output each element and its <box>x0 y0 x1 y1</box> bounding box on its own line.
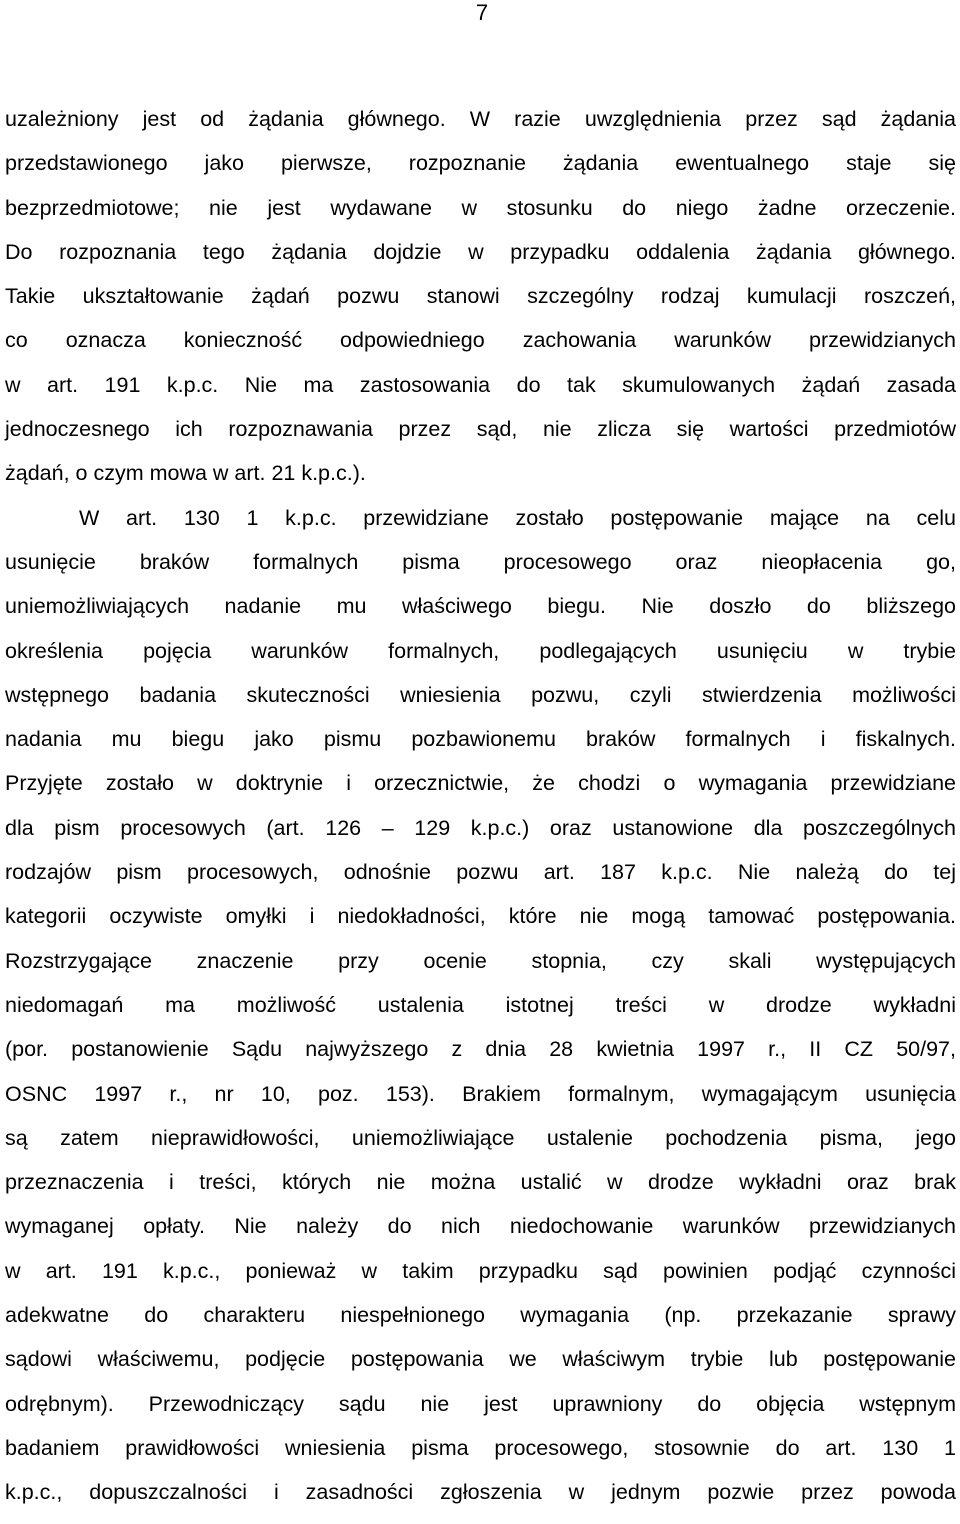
text-line: uzależniony jest od żądania głównego. W razie uwzględnienia przez sąd żądania <box>5 107 956 131</box>
text-line: W art. 130 1 k.p.c. przewidziane zostało postępowanie mające na celu <box>79 505 956 530</box>
text-line: co oznacza konieczność odpowiedniego zachowania warunków przewidzianych <box>5 328 956 353</box>
text-line: odrębnym). Przewodniczący sądu nie jest uprawniony do objęcia wstępnym <box>5 1391 956 1416</box>
text-line: usunięcie braków formalnych pisma procesowego oraz nieopłacenia go, <box>5 549 956 574</box>
text-line: Takie ukształtowanie żądań pozwu stanowi szczególny rodzaj kumulacji roszczeń, <box>5 284 956 309</box>
text-line: bezprzedmiotowe; nie jest wydawane w stosunku do niego żadne orzeczenie. <box>5 195 956 220</box>
text-line: są zatem nieprawidłowości, uniemożliwiające ustalenie pochodzenia pisma, jego <box>5 1125 956 1150</box>
text-line: k.p.c., dopuszczalności i zasadności zgłoszenia w jednym pozwie przez powoda <box>5 1480 956 1505</box>
text-line: Przyjęte zostało w doktrynie i orzecznictwie, że chodzi o wymagania przewidziane <box>5 771 956 796</box>
text-line: kategorii oczywiste omyłki i niedokładności, które nie mogą tamować postępowania. <box>5 904 956 929</box>
document-body <box>5 97 956 1515</box>
text-line: Do rozpoznania tego żądania dojdzie w przypadku oddalenia żądania głównego. <box>5 239 956 264</box>
text-line: dla pism procesowych (art. 126 – 129 k.p.c.) oraz ustanowione dla poszczególnych <box>5 815 956 840</box>
text-line: w art. 191 k.p.c. Nie ma zastosowania do tak skumulowanych żądań zasada <box>5 372 956 397</box>
text-line: nadania mu biegu jako pismu pozbawionemu braków formalnych i fiskalnych. <box>5 727 956 752</box>
text-line: OSNC 1997 r., nr 10, poz. 153). Brakiem formalnym, wymagającym usunięcia <box>5 1081 956 1106</box>
text-line: wymaganej opłaty. Nie należy do nich niedochowanie warunków przewidzianych <box>5 1214 956 1239</box>
text-line: sądowi właściwemu, podjęcie postępowania we właściwym trybie lub postępowanie <box>5 1347 956 1372</box>
text-line: niedomagań ma możliwość ustalenia istotnej treści w drodze wykładni <box>5 992 956 1017</box>
text-line: przedstawionego jako pierwsze, rozpoznanie żądania ewentualnego staje się <box>5 151 956 176</box>
text-line: adekwatne do charakteru niespełnionego wymagania (np. przekazanie sprawy <box>5 1303 956 1328</box>
text-line: uniemożliwiających nadanie mu właściwego biegu. Nie doszło do bliższego <box>5 594 956 619</box>
text-line: Rozstrzygające znaczenie przy ocenie stopnia, czy skali występujących <box>5 948 956 973</box>
text-line: (por. postanowienie Sądu najwyższego z dnia 28 kwietnia 1997 r., II CZ 50/97, <box>5 1037 956 1062</box>
text-line: badaniem prawidłowości wniesienia pisma procesowego, stosownie do art. 130 1 <box>5 1435 956 1460</box>
text-line: w art. 191 k.p.c., ponieważ w takim przypadku sąd powinien podjąć czynności <box>5 1258 956 1283</box>
text-line: żądań, o czym mowa w art. 21 k.p.c.). <box>5 461 366 486</box>
text-line: określenia pojęcia warunków formalnych, podlegających usunięciu w trybie <box>5 638 956 663</box>
text-line: wstępnego badania skuteczności wniesienia pozwu, czyli stwierdzenia możliwości <box>5 682 956 707</box>
text-line: przeznaczenia i treści, których nie można ustalić w drodze wykładni oraz brak <box>5 1170 956 1195</box>
page-number: 7 <box>475 0 489 25</box>
text-line: rodzajów pism procesowych, odnośnie pozwu art. 187 k.p.c. Nie należą do tej <box>5 860 956 885</box>
text-line: jednoczesnego ich rozpoznawania przez sąd, nie zlicza się wartości przedmiotów <box>5 417 956 442</box>
